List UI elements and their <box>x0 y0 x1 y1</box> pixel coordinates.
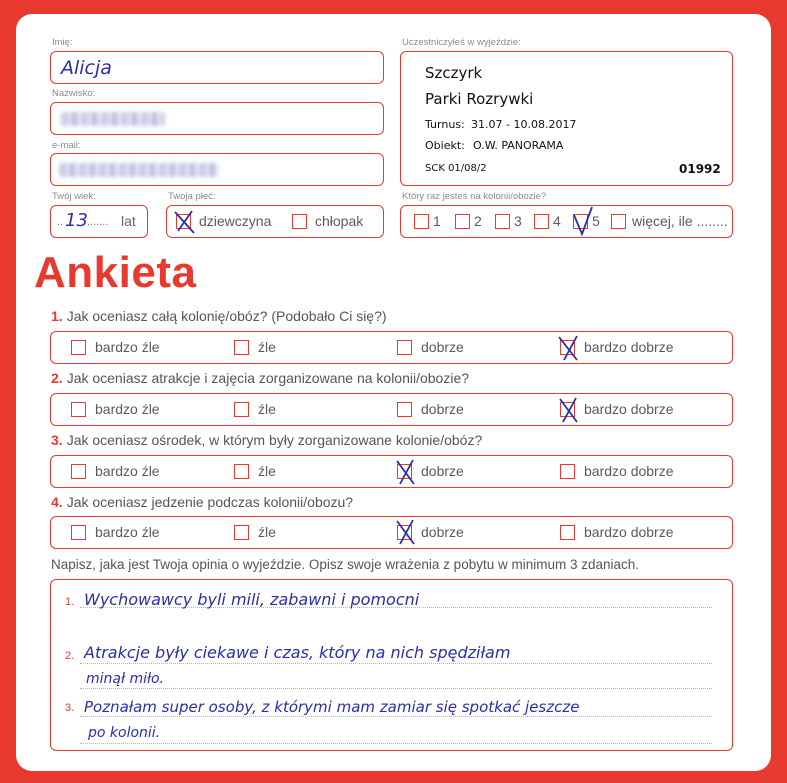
check-mark-icon <box>556 395 582 425</box>
age-dots-left: .. <box>57 216 64 228</box>
q4-option-bardzo-dobrze: bardzo dobrze <box>584 524 674 540</box>
trip-code: SCK 01/08/2 <box>425 163 487 174</box>
q2-checkbox-zle[interactable] <box>234 402 249 417</box>
opinion-text-line-4: Poznałam super osoby, z którymi mam zamiar się spotkać jeszcze <box>84 698 580 716</box>
age-value: 13 <box>65 210 88 231</box>
times-checkbox-4[interactable] <box>534 214 549 229</box>
times-option-5: 5 <box>592 213 600 229</box>
q3-option-bardzo-zle: bardzo źle <box>95 463 160 479</box>
name-field[interactable] <box>50 51 384 84</box>
trip-turnus-value: 31.07 - 10.08.2017 <box>471 118 577 131</box>
times-label: Który raz jesteś na kolonii/obozie? <box>402 191 547 202</box>
question-2-answers <box>50 393 733 426</box>
q1-checkbox-bardzo-zle[interactable] <box>71 340 86 355</box>
opinion-text-line-3: minął miło. <box>86 671 165 687</box>
email-label: e-mail: <box>52 140 81 151</box>
q2-option-bardzo-zle: bardzo źle <box>95 401 160 417</box>
q1-option-bardzo-zle: bardzo źle <box>95 339 160 355</box>
q3-checkbox-zle[interactable] <box>234 464 249 479</box>
question-1-text <box>51 308 387 324</box>
opinion-number-1: 1. <box>65 596 75 608</box>
q4-checkbox-bardzo-dobrze[interactable] <box>560 525 575 540</box>
redacted-email <box>59 163 219 177</box>
trip-obiekt-value: O.W. PANORAMA <box>473 139 564 152</box>
question-4-number: 4. <box>51 494 63 510</box>
opinion-text-line-2: Atrakcje były ciekawe i czas, który na nich spędziłam <box>84 643 511 662</box>
age-field[interactable] <box>50 205 148 238</box>
q4-checkbox-zle[interactable] <box>234 525 249 540</box>
question-4-text <box>51 494 353 510</box>
question-1-number: 1. <box>51 308 63 324</box>
check-mark-icon <box>556 333 582 363</box>
trip-turnus-label: Turnus: <box>425 118 465 131</box>
trip-program: Parki Rozrywki <box>425 90 534 108</box>
check-mark-icon <box>393 517 419 547</box>
question-3-text <box>51 432 482 448</box>
q4-option-zle: źle <box>258 524 276 540</box>
times-checkbox-1[interactable] <box>414 214 429 229</box>
q4-checkbox-bardzo-zle[interactable] <box>71 525 86 540</box>
question-2-text <box>51 370 469 386</box>
times-option-2: 2 <box>474 213 482 229</box>
opinion-text-line-1: Wychowawcy byli mili, zabawni i pomocni <box>84 590 420 609</box>
times-option-more: więcej, ile ........ <box>632 213 728 229</box>
q4-option-bardzo-zle: bardzo źle <box>95 524 160 540</box>
redacted-surname <box>61 112 165 126</box>
trip-city: Szczyrk <box>425 64 483 82</box>
q1-checkbox-dobrze[interactable] <box>397 340 412 355</box>
question-4-answers <box>50 516 733 549</box>
survey-title: Ankieta <box>34 248 197 297</box>
times-checkbox-2[interactable] <box>455 214 470 229</box>
q2-option-bardzo-dobrze: bardzo dobrze <box>584 401 674 417</box>
question-3-answers <box>50 455 733 488</box>
times-checkbox-more[interactable] <box>611 214 626 229</box>
gender-option-boy: chłopak <box>315 213 364 229</box>
q3-checkbox-bardzo-dobrze[interactable] <box>560 464 575 479</box>
opinion-number-3: 3. <box>65 702 75 714</box>
opinion-number-2: 2. <box>65 650 75 662</box>
opinion-line <box>80 716 712 717</box>
question-2-number: 2. <box>51 370 63 386</box>
opinion-prompt: Napisz, jaka jest Twoja opinia o wyjeździe. Opisz swoje wrażenia z pobytu w minimum 3 zdaniach. <box>51 557 640 572</box>
age-unit: lat <box>121 213 136 229</box>
check-mark-icon <box>172 208 198 236</box>
q3-option-dobrze: dobrze <box>421 463 464 479</box>
q1-option-dobrze: dobrze <box>421 339 464 355</box>
gender-field <box>166 205 384 238</box>
email-field[interactable] <box>50 153 384 186</box>
surname-field[interactable] <box>50 102 384 135</box>
times-checkbox-3[interactable] <box>495 214 510 229</box>
question-3-label: Jak oceniasz ośrodek, w którym były zorganizowane kolonie/obóz? <box>66 432 483 448</box>
trip-number: 01992 <box>679 162 721 176</box>
name-value: Alicja <box>61 57 112 79</box>
q1-checkbox-zle[interactable] <box>234 340 249 355</box>
surname-label: Nazwisko: <box>52 88 96 99</box>
check-mark-icon <box>393 457 419 487</box>
gender-option-girl: dziewczyna <box>199 213 272 229</box>
question-1-label: Jak oceniasz całą kolonię/obóz? (Podobało Ci się?) <box>66 308 387 324</box>
q1-option-bardzo-dobrze: bardzo dobrze <box>584 339 674 355</box>
opinion-text-line-5: po kolonii. <box>88 725 161 741</box>
gender-label: Twoja płeć: <box>168 191 216 202</box>
q3-checkbox-bardzo-zle[interactable] <box>71 464 86 479</box>
question-2-label: Jak oceniasz atrakcje i zajęcia zorganizowane na kolonii/obozie? <box>66 370 470 386</box>
q3-option-bardzo-dobrze: bardzo dobrze <box>584 463 674 479</box>
q2-option-dobrze: dobrze <box>421 401 464 417</box>
age-dots-right: ....... <box>87 216 109 228</box>
question-3-number: 3. <box>51 432 63 448</box>
question-1-answers <box>50 331 733 364</box>
trip-obiekt-label: Obiekt: <box>425 139 465 152</box>
q2-option-zle: źle <box>258 401 276 417</box>
question-4-label: Jak oceniasz jedzenie podczas kolonii/obozu? <box>66 494 354 510</box>
gender-checkbox-boy[interactable] <box>292 214 307 229</box>
q2-checkbox-dobrze[interactable] <box>397 402 412 417</box>
opinion-line <box>80 688 712 689</box>
trip-label: Uczestniczyłeś w wyjeździe: <box>402 37 521 48</box>
q1-option-zle: źle <box>258 339 276 355</box>
trip-details-box <box>400 51 733 186</box>
opinion-line <box>80 743 712 744</box>
times-option-3: 3 <box>514 213 522 229</box>
opinion-line <box>80 663 712 664</box>
q2-checkbox-bardzo-zle[interactable] <box>71 402 86 417</box>
times-field <box>400 205 733 238</box>
name-label: Imię: <box>52 37 73 48</box>
q3-option-zle: źle <box>258 463 276 479</box>
times-option-4: 4 <box>553 213 561 229</box>
q4-option-dobrze: dobrze <box>421 524 464 540</box>
times-option-1: 1 <box>433 213 441 229</box>
age-label: Twój wiek: <box>52 191 96 202</box>
